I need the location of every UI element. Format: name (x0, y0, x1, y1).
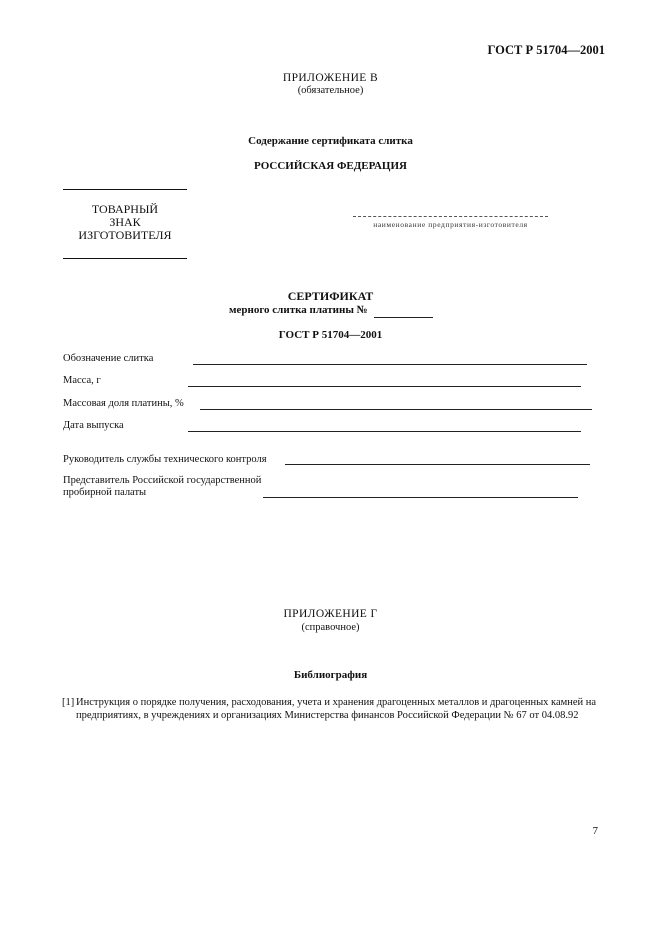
assay-rep-label-2: пробирной палаты (63, 487, 147, 498)
qc-head-field[interactable] (285, 464, 590, 465)
manufacturer-name-line (353, 216, 548, 217)
certificate-number-field[interactable] (374, 317, 433, 318)
country-heading: РОССИЙСКАЯ ФЕДЕРАЦИЯ (254, 160, 407, 172)
certificate-title: СЕРТИФИКАТ (287, 289, 374, 303)
bibliography-item-number: [1] (62, 697, 75, 708)
bibliography-heading: Библиография (293, 669, 368, 681)
mass-label: Масса, г (63, 375, 101, 386)
certificate-standard: ГОСТ Р 51704—2001 (278, 329, 383, 341)
platinum-fraction-field[interactable] (200, 409, 592, 410)
assay-rep-label-1: Представитель Российской государственной (63, 475, 262, 486)
assay-rep-field[interactable] (263, 497, 578, 498)
manufacturer-caption: наименование предприятия-изготовителя (373, 220, 528, 229)
issue-date-label: Дата выпуска (63, 420, 124, 431)
standard-header: ГОСТ Р 51704—2001 (487, 43, 605, 57)
trademark-bottom-rule (63, 258, 187, 259)
trademark-line-3: ИЗГОТОВИТЕЛЯ (78, 228, 172, 242)
trademark-line-2: ЗНАК (109, 215, 141, 229)
appendix-b-subtitle: (обязательное) (297, 85, 364, 96)
bibliography-item-text: Инструкция о порядке получения, расходования, учета и хранения драгоценных металлов и драгоценных камней на предприятиях, в учреждениях и организациях Министерства финансов Российской Федерации № 67 от 04.08.92 (76, 697, 597, 721)
certificate-subtitle-text: мерного слитка платины № (229, 304, 368, 316)
platinum-fraction-label: Массовая доля платины, % (63, 398, 184, 409)
designation-label: Обозначение слитка (63, 353, 154, 364)
bibliography-item (62, 697, 597, 722)
appendix-b-title: ПРИЛОЖЕНИЕ В (282, 72, 379, 84)
trademark-line-1: ТОВАРНЫЙ (91, 202, 159, 216)
qc-head-label: Руководитель службы технического контроля (63, 454, 267, 465)
appendix-g-subtitle: (справочное) (301, 622, 360, 633)
certificate-content-heading: Содержание сертификата слитка (248, 135, 413, 147)
trademark-block (40, 203, 210, 242)
designation-field[interactable] (193, 364, 587, 365)
appendix-g-title: ПРИЛОЖЕНИЕ Г (283, 608, 378, 620)
trademark-top-rule (63, 189, 187, 190)
certificate-subtitle (229, 304, 368, 316)
issue-date-field[interactable] (188, 431, 581, 432)
mass-field[interactable] (188, 386, 581, 387)
page-number: 7 (592, 825, 598, 837)
